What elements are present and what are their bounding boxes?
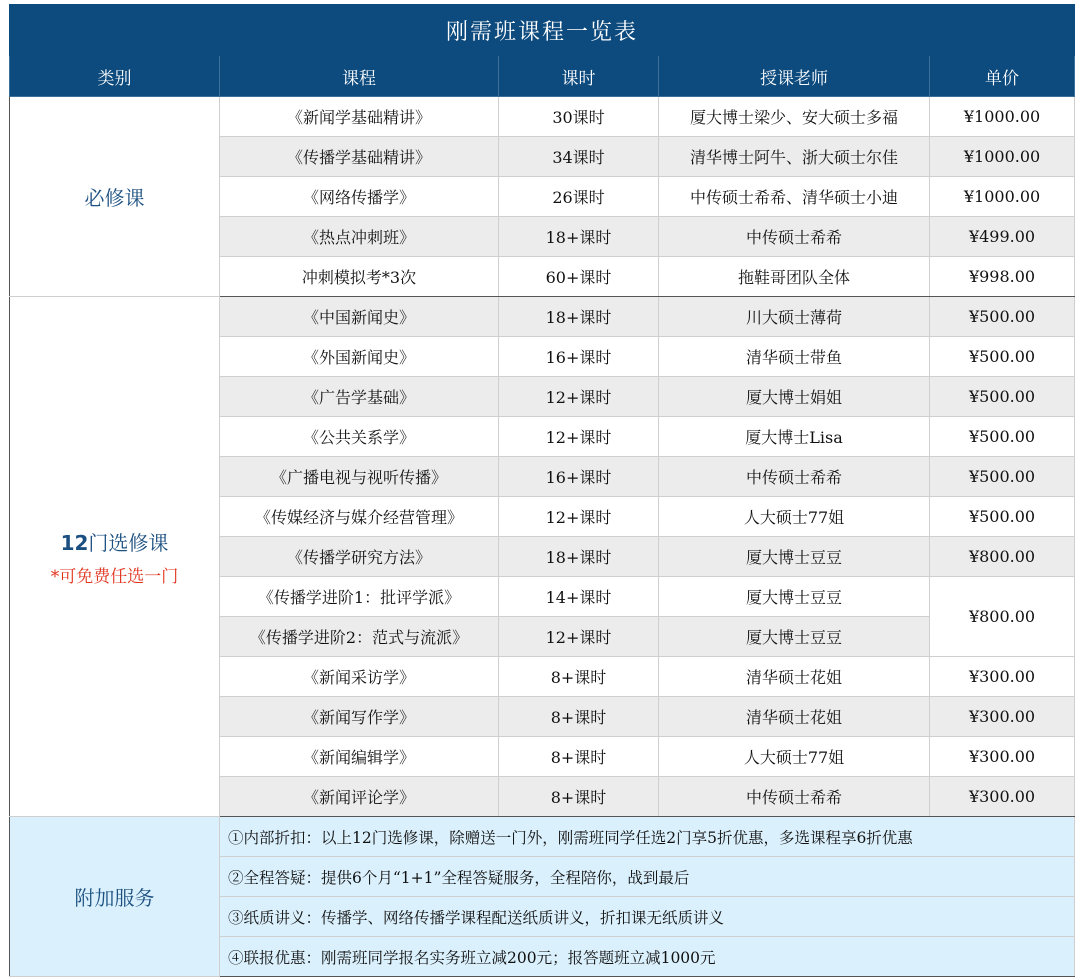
course-name: 《新闻学基础精讲》 bbox=[220, 97, 499, 137]
course-hours: 60+课时 bbox=[499, 257, 659, 297]
course-name: 冲刺模拟考*3次 bbox=[220, 257, 499, 297]
table-title: 刚需班课程一览表 bbox=[10, 5, 1075, 56]
course-price: ¥300.00 bbox=[930, 777, 1075, 817]
course-price: ¥998.00 bbox=[930, 257, 1075, 297]
course-table-container bbox=[9, 4, 1074, 977]
course-name: 《广告学基础》 bbox=[220, 377, 499, 417]
course-teacher: 厦大博士豆豆 bbox=[659, 617, 930, 657]
course-teacher: 厦大博士豆豆 bbox=[659, 577, 930, 617]
course-name: 《新闻采访学》 bbox=[220, 657, 499, 697]
course-price: ¥499.00 bbox=[930, 217, 1075, 257]
course-teacher: 中传硕士希希 bbox=[659, 217, 930, 257]
course-teacher: 清华博士阿牛、浙大硕士尔佳 bbox=[659, 137, 930, 177]
course-teacher: 拖鞋哥团队全体 bbox=[659, 257, 930, 297]
course-price: ¥500.00 bbox=[930, 497, 1075, 537]
course-hours: 18+课时 bbox=[499, 217, 659, 257]
course-teacher: 厦大博士Lisa bbox=[659, 417, 930, 457]
course-price: ¥1000.00 bbox=[930, 177, 1075, 217]
course-name: 《新闻编辑学》 bbox=[220, 737, 499, 777]
course-teacher: 人大硕士77姐 bbox=[659, 737, 930, 777]
extra-service-item: ④联报优惠：刚需班同学报名实务班立减200元；报答题班立减1000元 bbox=[220, 937, 1075, 977]
course-name: 《外国新闻史》 bbox=[220, 337, 499, 377]
course-name: 《传播学研究方法》 bbox=[220, 537, 499, 577]
table-row bbox=[10, 97, 1075, 137]
course-teacher: 川大硕士薄荷 bbox=[659, 297, 930, 337]
course-price: ¥800.00 bbox=[930, 577, 1075, 657]
course-hours: 18+课时 bbox=[499, 297, 659, 337]
course-teacher: 中传硕士希希 bbox=[659, 777, 930, 817]
course-name: 《新闻写作学》 bbox=[220, 697, 499, 737]
extra-service-row bbox=[10, 817, 1075, 857]
header-teacher: 授课老师 bbox=[659, 56, 930, 97]
category-required: 必修课 bbox=[10, 97, 220, 297]
course-hours: 12+课时 bbox=[499, 377, 659, 417]
header-category: 类别 bbox=[10, 56, 220, 97]
course-hours: 8+课时 bbox=[499, 697, 659, 737]
course-hours: 12+课时 bbox=[499, 417, 659, 457]
elective-label: 门选修课 bbox=[88, 530, 169, 555]
course-hours: 26课时 bbox=[499, 177, 659, 217]
course-hours: 16+课时 bbox=[499, 457, 659, 497]
header-hours: 课时 bbox=[499, 56, 659, 97]
course-price: ¥500.00 bbox=[930, 297, 1075, 337]
course-hours: 8+课时 bbox=[499, 777, 659, 817]
course-hours: 14+课时 bbox=[499, 577, 659, 617]
category-elective bbox=[10, 297, 220, 817]
course-name: 《传媒经济与媒介经营管理》 bbox=[220, 497, 499, 537]
course-hours: 34课时 bbox=[499, 137, 659, 177]
elective-count: 12 bbox=[60, 530, 89, 555]
course-name: 《传播学基础精讲》 bbox=[220, 137, 499, 177]
course-price: ¥1000.00 bbox=[930, 97, 1075, 137]
course-teacher: 中传硕士希希 bbox=[659, 457, 930, 497]
extra-service-item: ②全程答疑：提供6个月“1+1”全程答疑服务，全程陪你，战到最后 bbox=[220, 857, 1075, 897]
course-hours: 12+课时 bbox=[499, 497, 659, 537]
course-teacher: 人大硕士77姐 bbox=[659, 497, 930, 537]
course-table bbox=[9, 4, 1075, 977]
course-hours: 18+课时 bbox=[499, 537, 659, 577]
category-extra: 附加服务 bbox=[10, 817, 220, 977]
course-price: ¥500.00 bbox=[930, 417, 1075, 457]
course-price: ¥500.00 bbox=[930, 337, 1075, 377]
course-teacher: 中传硕士希希、清华硕士小迪 bbox=[659, 177, 930, 217]
course-hours: 16+课时 bbox=[499, 337, 659, 377]
course-teacher: 清华硕士带鱼 bbox=[659, 337, 930, 377]
course-hours: 8+课时 bbox=[499, 657, 659, 697]
course-name: 《广播电视与视听传播》 bbox=[220, 457, 499, 497]
table-row bbox=[10, 297, 1075, 337]
course-name: 《公共关系学》 bbox=[220, 417, 499, 457]
course-price: ¥300.00 bbox=[930, 697, 1075, 737]
course-name: 《中国新闻史》 bbox=[220, 297, 499, 337]
course-price: ¥300.00 bbox=[930, 737, 1075, 777]
course-name: 《热点冲刺班》 bbox=[220, 217, 499, 257]
course-price: ¥300.00 bbox=[930, 657, 1075, 697]
course-teacher: 清华硕士花姐 bbox=[659, 657, 930, 697]
course-price: ¥800.00 bbox=[930, 537, 1075, 577]
course-name: 《网络传播学》 bbox=[220, 177, 499, 217]
elective-note: *可免费任选一门 bbox=[50, 566, 179, 587]
course-name: 《传播学进阶2：范式与流派》 bbox=[220, 617, 499, 657]
course-name: 《传播学进阶1：批评学派》 bbox=[220, 577, 499, 617]
extra-service-item: ①内部折扣：以上12门选修课，除赠送一门外，刚需班同学任选2门享5折优惠，多选课程享6折优惠 bbox=[220, 817, 1075, 857]
header-price: 单价 bbox=[930, 56, 1075, 97]
course-hours: 12+课时 bbox=[499, 617, 659, 657]
course-name: 《新闻评论学》 bbox=[220, 777, 499, 817]
course-teacher: 厦大博士豆豆 bbox=[659, 537, 930, 577]
header-course: 课程 bbox=[220, 56, 499, 97]
course-price: ¥1000.00 bbox=[930, 137, 1075, 177]
course-teacher: 清华硕士花姐 bbox=[659, 697, 930, 737]
course-hours: 30课时 bbox=[499, 97, 659, 137]
extra-service-item: ③纸质讲义：传播学、网络传播学课程配送纸质讲义，折扣课无纸质讲义 bbox=[220, 897, 1075, 937]
course-teacher: 厦大博士梁少、安大硕士多福 bbox=[659, 97, 930, 137]
course-price: ¥500.00 bbox=[930, 457, 1075, 497]
course-hours: 8+课时 bbox=[499, 737, 659, 777]
header-row bbox=[10, 56, 1075, 97]
course-teacher: 厦大博士娟姐 bbox=[659, 377, 930, 417]
course-price: ¥500.00 bbox=[930, 377, 1075, 417]
